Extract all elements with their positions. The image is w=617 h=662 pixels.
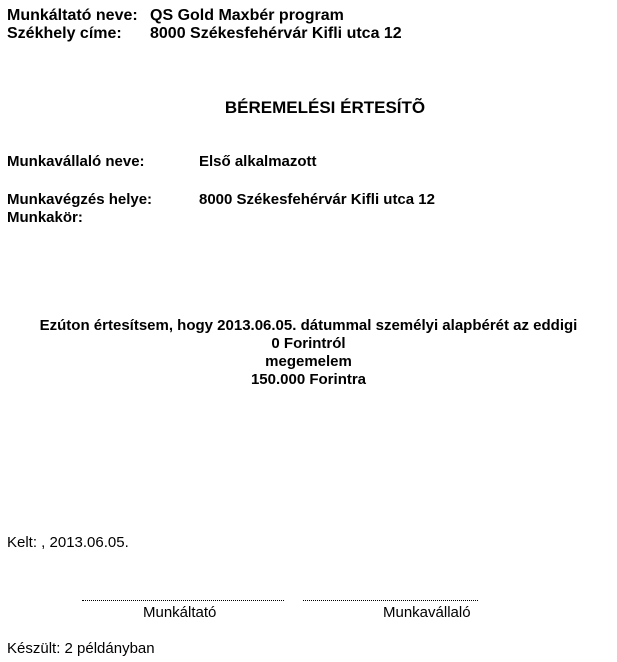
- document-title: BÉREMELÉSI ÉRTESÍTÕ: [224, 98, 426, 117]
- workplace-label: Munkavégzés helye:: [7, 191, 153, 208]
- employer-address-label: Székhely címe:: [7, 25, 122, 42]
- employee-signature-line: [303, 600, 478, 601]
- employer-signature-line: [82, 600, 284, 601]
- employee-name-label: Munkavállaló neve:: [7, 153, 145, 170]
- copies-note: Készült: 2 példányban: [7, 640, 155, 657]
- notice-line-1: Ezúton értesítsem, hogy 2013.06.05. dátummal személyi alapbérét az eddigi: [39, 317, 578, 334]
- employer-name-label: Munkáltató neve:: [7, 7, 138, 24]
- notice-line-3: megemelem: [265, 353, 352, 370]
- kelt-date: Kelt: , 2013.06.05.: [7, 534, 129, 551]
- workplace-value: 8000 Székesfehérvár Kifli utca 12: [199, 191, 435, 208]
- notice-line-2: 0 Forintról: [271, 335, 346, 352]
- employer-name-value: QS Gold Maxbér program: [150, 7, 344, 24]
- employee-signature-label: Munkavállaló: [383, 604, 471, 621]
- notice-line-4: 150.000 Forintra: [250, 371, 367, 388]
- employer-address-value: 8000 Székesfehérvár Kifli utca 12: [150, 25, 402, 42]
- job-label: Munkakör:: [7, 209, 83, 226]
- employer-signature-label: Munkáltató: [143, 604, 217, 621]
- employee-name-value: Első alkalmazott: [199, 153, 317, 170]
